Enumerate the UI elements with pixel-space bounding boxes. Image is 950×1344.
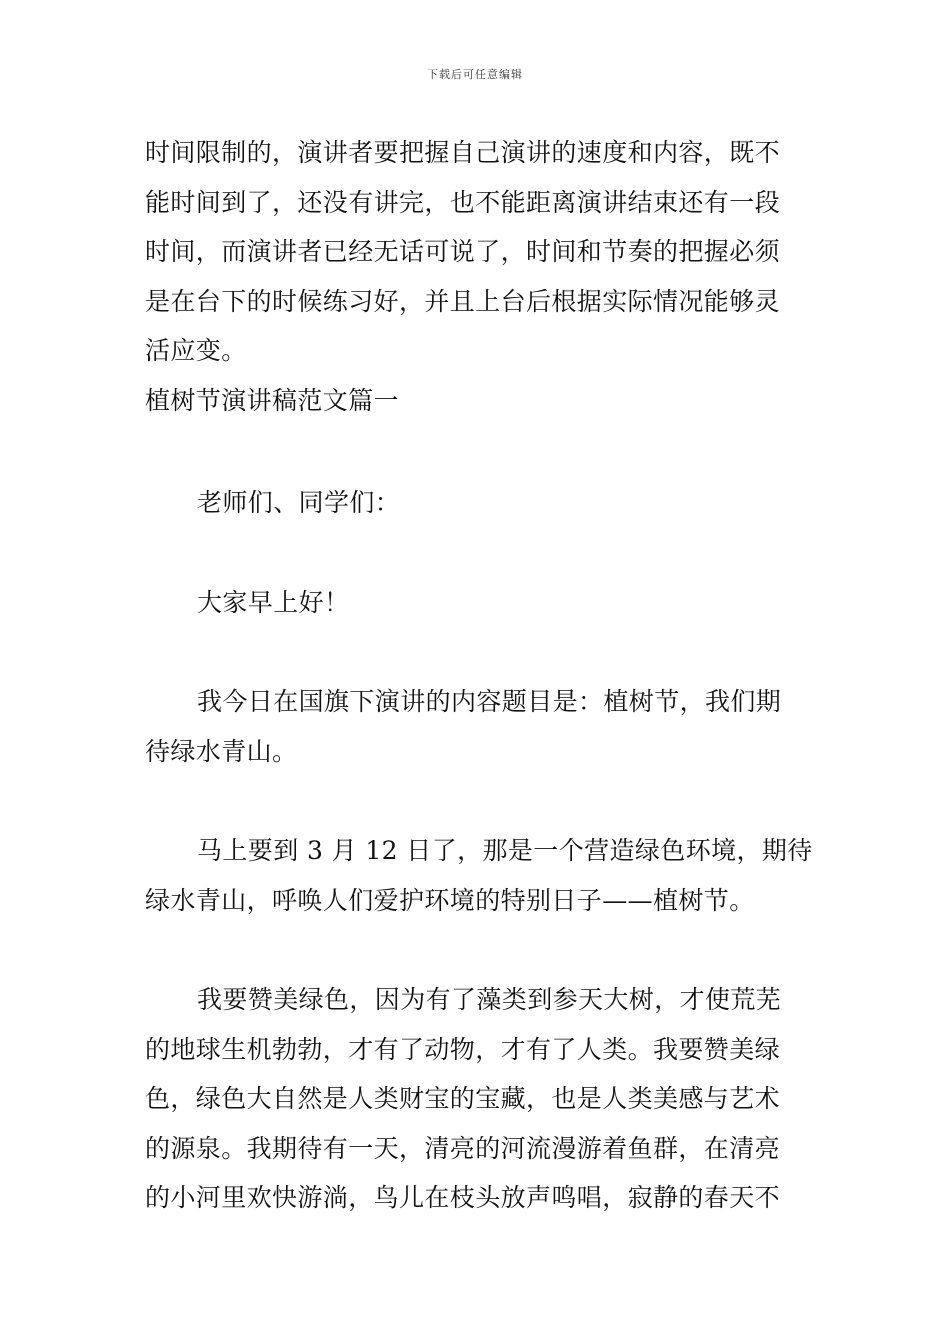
paragraph-gap: [145, 776, 805, 826]
text-line: 的小河里欢快游淌，鸟儿在枝头放声鸣唱，寂静的春天不: [145, 1183, 781, 1212]
text-line: 我要赞美绿色，因为有了藻类到参天大树，才使荒芜: [197, 985, 782, 1014]
text-line: 色，绿色大自然是人类财宝的宝藏，也是人类美感与艺术: [145, 1084, 781, 1113]
text-line: 的地球生机勃勃，才有了动物，才有了人类。我要赞美绿: [145, 1034, 781, 1064]
paragraph-gap: [145, 925, 805, 975]
document-body: [145, 128, 813, 1223]
text-line: 马上要到 3 月 12 日了，那是一个营造绿色环境，期待: [197, 836, 813, 865]
text-line: 时间，而演讲者已经无话可说了，时间和节奏的把握必须: [145, 237, 781, 266]
text-line: 绿水青山，呼唤人们爱护环境的特别日子——植树节。: [145, 885, 755, 915]
paragraph-gap: [145, 425, 805, 478]
paragraph-gap: [145, 528, 805, 578]
text-line: 的源泉。我期待有一天，清亮的河流漫游着鱼群，在清亮: [145, 1133, 781, 1163]
text-line: 能时间到了，还没有讲完，也不能距离演讲结束还有一段: [145, 187, 781, 217]
greeting: 老师们、同学们：: [197, 488, 401, 517]
text-line: 待绿水青山。: [145, 736, 298, 766]
paragraph-gap: [145, 627, 805, 677]
salutation: 大家早上好！: [197, 587, 350, 617]
text-line: 是在台下的时候练习好，并且上台后根据实际情况能够灵: [145, 286, 781, 316]
page-header: 下载后可任意编辑: [427, 68, 523, 81]
text-line: 我今日在国旗下演讲的内容题目是：植树节，我们期: [197, 687, 782, 716]
section-title: 植树节演讲稿范文篇一: [145, 385, 400, 415]
text-line: 时间限制的，演讲者要把握自己演讲的速度和内容，既不: [145, 138, 781, 167]
text-line: 活应变。: [145, 336, 247, 365]
